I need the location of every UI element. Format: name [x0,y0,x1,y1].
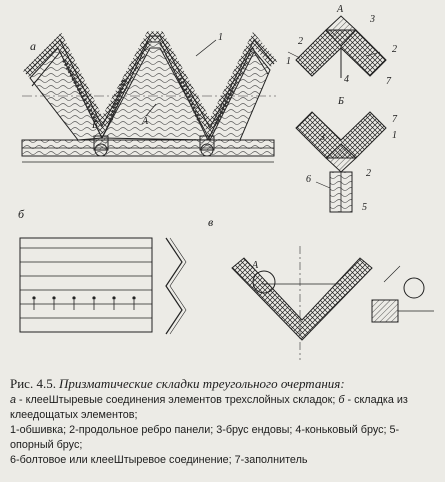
detail-mark-b1: Б [92,120,98,131]
caption-title: Призматические складки треугольного очертания: [58,376,345,391]
panel-a-drawing [22,36,276,162]
detail-a-num-2b: 2 [392,44,397,55]
panel-label-b: б [18,207,25,221]
detail-a-num-2: 2 [298,36,303,47]
caption-text-b: - складка из клеедощатых элементов; [10,394,408,421]
label-a-1: 1 [218,32,223,43]
detail-a-num-3: 3 [370,14,375,25]
detail-b-drawing [296,112,386,212]
detail-a-num-1: 1 [286,56,291,67]
panel-label-v: в [208,215,214,229]
detail-b-num-2: 2 [366,168,371,179]
panel-v-drawing [232,246,434,360]
detail-a-num-7: 7 [386,76,391,87]
detail-title-a: А [337,4,344,15]
detail-a-drawing [288,16,386,78]
caption-text-a: - клееШтыревые соединения элементов трехслойных складок; [16,394,339,406]
detail-mark-a2: А [252,260,259,271]
detail-b-num-1: 1 [392,130,397,141]
caption-title-line [10,376,438,393]
caption-key-a: а [10,394,17,406]
detail-b-num-3: 3 [320,132,325,143]
panel-label-a: а [30,39,36,53]
panel-b-drawing [20,238,186,334]
caption-legend-2: 6-болтовое или клееШтыревое соединение; 7-заполнитель [10,454,308,466]
detail-b-num-7: 7 [392,114,397,125]
caption-key-b: б [338,394,345,406]
detail-b-num-6: 6 [306,174,311,185]
detail-mark-a1: А [142,116,149,127]
detail-title-b: Б [338,96,344,107]
detail-a-num-4: 4 [344,74,349,85]
caption-line-a [10,393,438,423]
detail-b-num-5: 5 [362,202,367,213]
caption-prefix: Рис. 4.5. [10,376,56,391]
caption-legend-1: 1-обшивка; 2-продольное ребро панели; 3-брус ендовы; 4-коньковый брус; 5-опорный брус; [10,424,400,451]
figure-caption [10,376,438,468]
